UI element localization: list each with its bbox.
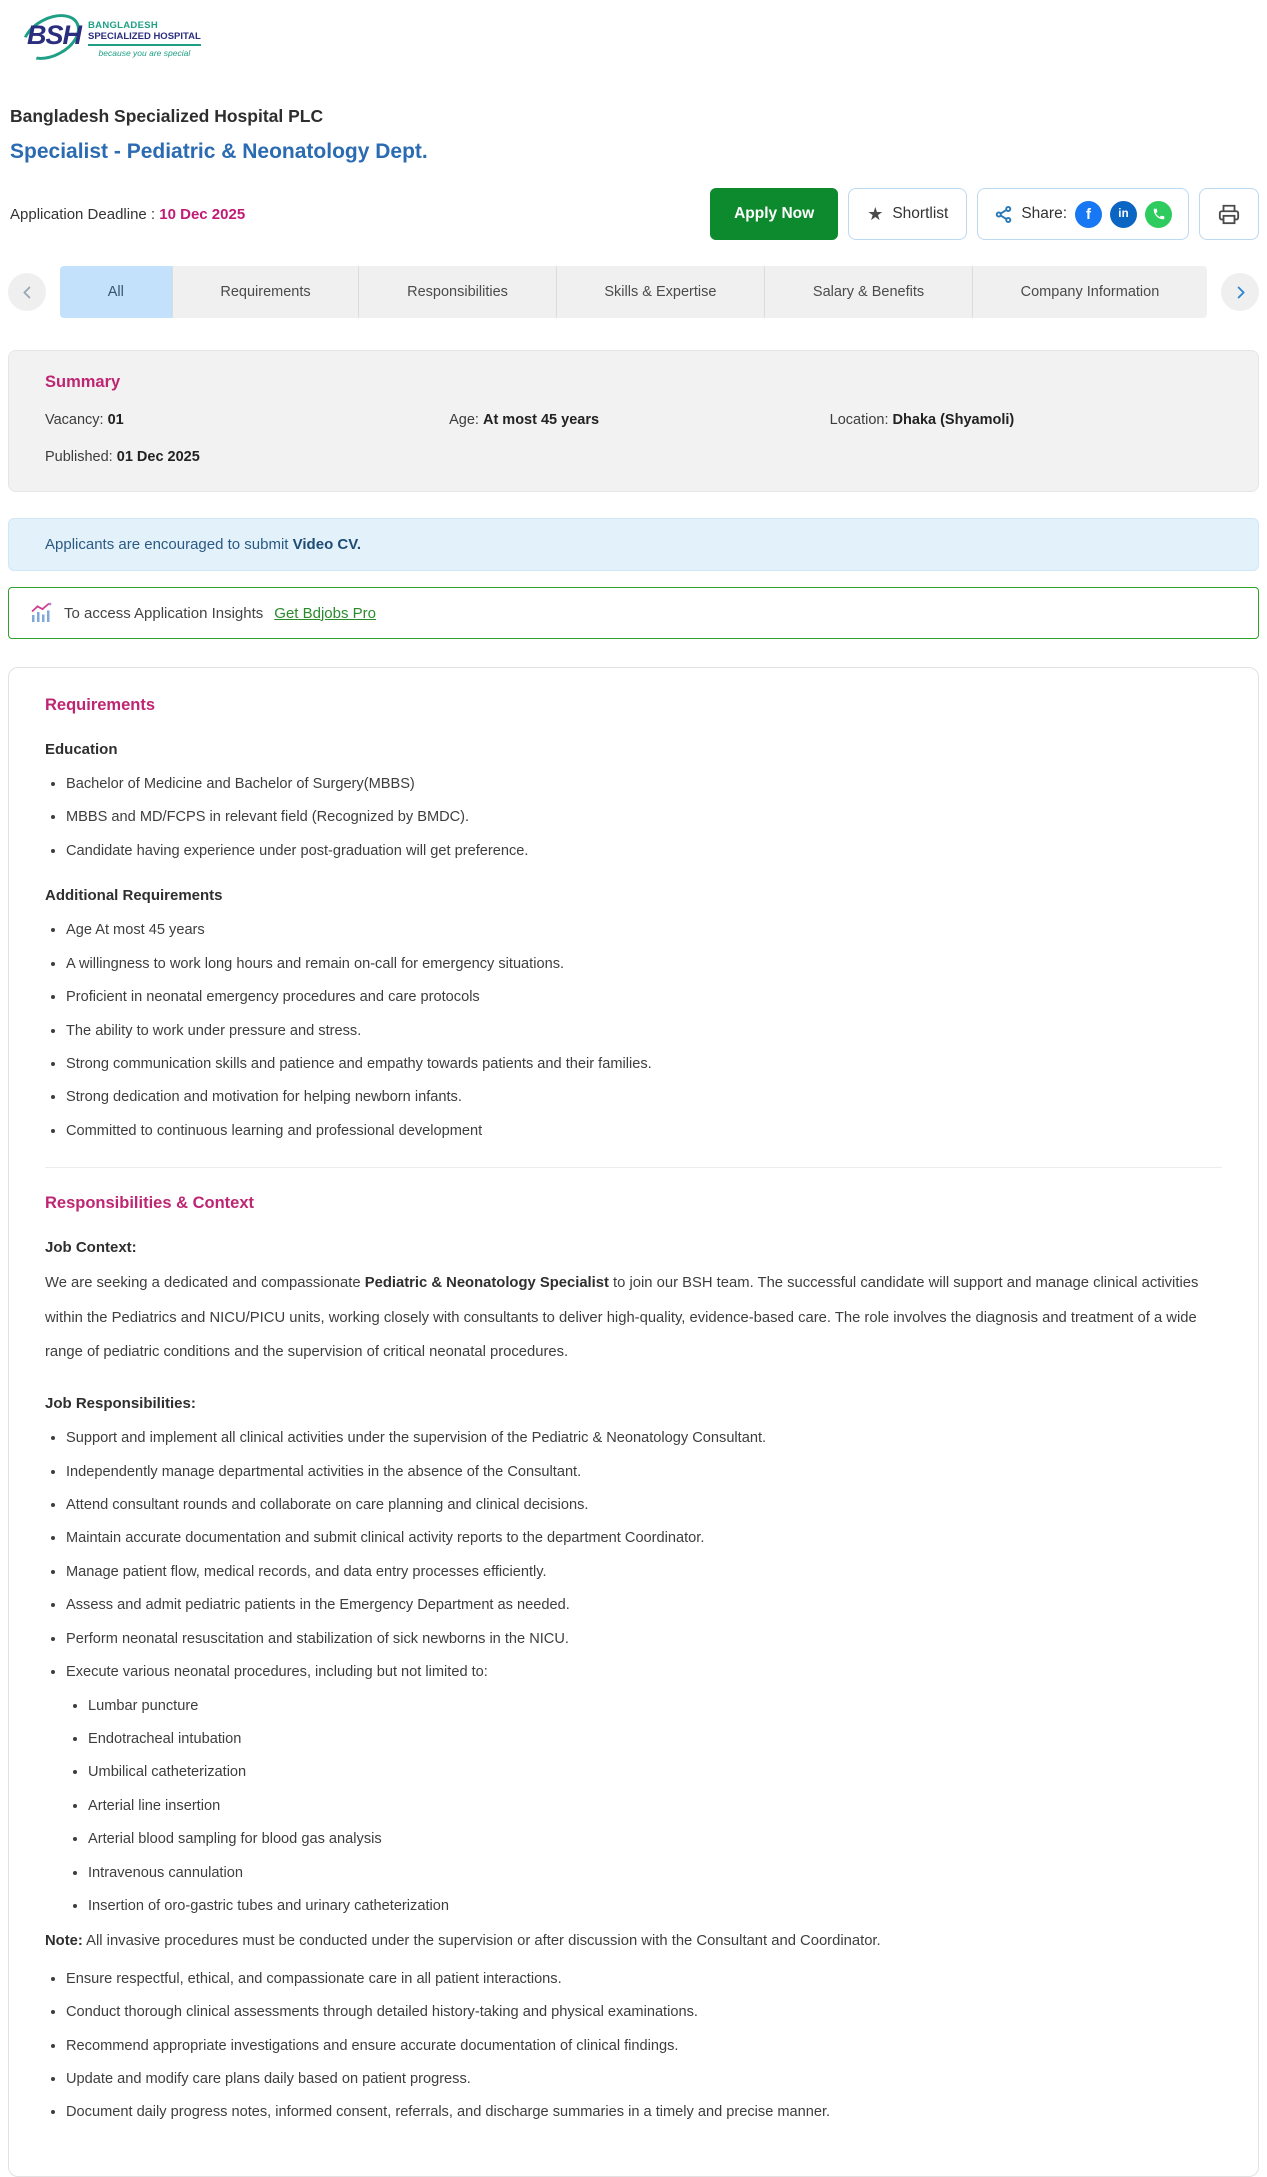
education-list: [45, 774, 1222, 861]
whatsapp-share-icon[interactable]: [1145, 201, 1172, 228]
page-title: Specialist - Pediatric & Neonatology Dept.: [10, 140, 428, 163]
job-details-card: [8, 667, 1259, 2177]
deadline-label: Application Deadline :: [10, 205, 156, 223]
list-item: • Attend consultant rounds and collaborate on care planning and clinical decisions.: [66, 1495, 1222, 1515]
logo-text: [88, 20, 201, 58]
list-item: • Arterial blood sampling for blood gas analysis: [88, 1829, 1222, 1849]
chevron-left-icon: [20, 285, 35, 300]
tabs-scroll-left-button[interactable]: [8, 273, 46, 311]
print-button[interactable]: [1199, 188, 1259, 240]
tab[interactable]: Skills & Expertise: [557, 266, 766, 318]
list-item: • Umbilical catheterization: [88, 1762, 1222, 1782]
list-item: • Support and implement all clinical activities under the supervision of the Pediatric & Neonatology Consultant.: [66, 1428, 1222, 1448]
section-tabbar: [8, 266, 1259, 318]
list-item: • Endotracheal intubation: [88, 1729, 1222, 1749]
list-item: • Perform neonatal resuscitation and stabilization of sick newborns in the NICU.: [66, 1629, 1222, 1649]
job-context-subhead: Job Context:: [45, 1239, 137, 1257]
summary-title: Summary: [45, 373, 121, 391]
shortlist-button[interactable]: [848, 188, 967, 240]
summary-vacancy: Vacancy: 01: [45, 412, 124, 428]
video-cv-notice: Applicants are encouraged to submit Video CV.: [8, 518, 1259, 571]
list-item: • Age At most 45 years: [66, 920, 1222, 940]
list-item: • Assess and admit pediatric patients in the Emergency Department as needed.: [66, 1595, 1222, 1615]
application-deadline: [10, 206, 245, 223]
responsibilities-list-continued: [45, 1969, 1222, 2123]
list-item: • Candidate having experience under post-graduation will get preference.: [66, 841, 1222, 861]
responsibilities-title: Responsibilities & Context: [45, 1194, 255, 1213]
list-item: • Ensure respectful, ethical, and compassionate care in all patient interactions.: [66, 1969, 1222, 1989]
list-item: • Committed to continuous learning and professional development: [66, 1121, 1222, 1141]
list-item: • Execute various neonatal procedures, including but not limited to:: [66, 1662, 1222, 1682]
printer-icon: [1218, 203, 1240, 225]
shortlist-label: Shortlist: [892, 205, 949, 222]
list-item: • Lumbar puncture: [88, 1696, 1222, 1716]
bsh-logo-mark: [18, 14, 88, 62]
list-item: • Independently manage departmental activities in the absence of the Consultant.: [66, 1462, 1222, 1482]
star-icon: ★: [867, 204, 884, 224]
application-insights-notice: [8, 587, 1259, 639]
tabs-scroll-right-button[interactable]: [1221, 273, 1259, 311]
get-bdjobs-pro-link[interactable]: Get Bdjobs Pro: [274, 604, 376, 622]
summary-location: Location: Dhaka (Shyamoli): [829, 412, 1015, 428]
summary-card: [8, 350, 1259, 492]
action-row: [8, 188, 1259, 240]
list-item: • Bachelor of Medicine and Bachelor of Surgery(MBBS): [66, 774, 1222, 794]
list-item: • Insertion of oro-gastric tubes and urinary catheterization: [88, 1896, 1222, 1916]
linkedin-share-icon[interactable]: in: [1110, 201, 1137, 228]
tab-list: [60, 266, 1207, 318]
summary-grid: [45, 412, 1222, 465]
list-item: • Maintain accurate documentation and submit clinical activity reports to the department Coordinator.: [66, 1528, 1222, 1548]
list-item: • Recommend appropriate investigations and ensure accurate documentation of clinical findings.: [66, 2036, 1222, 2056]
tab[interactable]: Company Information: [973, 266, 1207, 318]
additional-requirements-list: [45, 920, 1222, 1141]
tab[interactable]: Requirements: [173, 266, 360, 318]
company-logo: [18, 14, 1259, 68]
list-item: • Conduct thorough clinical assessments through detailed history-taking and physical examinations.: [66, 2002, 1222, 2022]
list-item: • Strong communication skills and patience and empathy towards patients and their families.: [66, 1054, 1222, 1074]
list-item: • A willingness to work long hours and remain on-call for emergency situations.: [66, 954, 1222, 974]
header-buttons: [710, 188, 1259, 240]
logo-monogram: BSH: [27, 20, 82, 50]
list-item: • Manage patient flow, medical records, and data entry processes efficiently.: [66, 1562, 1222, 1582]
note-line: Note: All invasive procedures must be conducted under the supervision or after discussion with the Consultant and Coordinator.: [45, 1932, 881, 1949]
list-item: • The ability to work under pressure and stress.: [66, 1021, 1222, 1041]
share-label: Share:: [1021, 205, 1067, 222]
job-responsibilities-subhead: Job Responsibilities:: [45, 1395, 196, 1413]
summary-age: Age: At most 45 years: [449, 412, 600, 428]
logo-line1: BANGLADESH: [88, 20, 159, 31]
logo-line2: SPECIALIZED HOSPITAL: [88, 31, 201, 46]
education-subhead: Education: [45, 741, 118, 758]
share-icon: [994, 205, 1013, 224]
deadline-value: 10 Dec 2025: [159, 205, 246, 223]
responsibilities-list: [45, 1428, 1222, 1682]
list-item: • Document daily progress notes, informed consent, referrals, and discharge summaries in a timely and precise manner.: [66, 2102, 1222, 2122]
tab[interactable]: Responsibilities: [359, 266, 556, 318]
requirements-title: Requirements: [45, 696, 156, 714]
tab[interactable]: All: [60, 266, 173, 318]
facebook-share-icon[interactable]: f: [1075, 201, 1102, 228]
additional-requirements-subhead: Additional Requirements: [45, 887, 223, 905]
chevron-right-icon: [1233, 285, 1248, 300]
list-item: • Intravenous cannulation: [88, 1863, 1222, 1883]
logo-tagline: because you are special: [98, 48, 191, 58]
list-item: • MBBS and MD/FCPS in relevant field (Recognized by BMDC).: [66, 807, 1222, 827]
video-cv-bold: Video CV.: [292, 536, 362, 553]
list-item: • Strong dedication and motivation for helping newborn infants.: [66, 1087, 1222, 1107]
summary-published: Published: 01 Dec 2025: [45, 449, 200, 465]
company-name: Bangladesh Specialized Hospital PLC: [10, 106, 324, 126]
list-item: • Update and modify care plans daily based on patient progress.: [66, 2069, 1222, 2089]
apply-now-button[interactable]: Apply Now: [710, 188, 838, 240]
procedures-sublist: [67, 1696, 1222, 1917]
tab[interactable]: Salary & Benefits: [765, 266, 973, 318]
insights-text: To access Application Insights: [64, 604, 264, 622]
list-item: • Arterial line insertion: [88, 1796, 1222, 1816]
insights-chart-icon: [29, 601, 53, 625]
list-item: • Proficient in neonatal emergency procedures and care protocols: [66, 987, 1222, 1007]
job-context-paragraph: We are seeking a dedicated and compassionate Pediatric & Neonatology Specialist to join our BSH team. The successful candidate will support and manage clinical activities within the Pediatrics and NICU/PICU units, working closely with consultants to deliver high-quality, evidence-based care. The role involves the diagnosis and treatment of a wide range of pediatric conditions and the supervision of critical neonatal procedures.: [45, 1275, 1199, 1360]
share-box: [977, 188, 1189, 240]
section-divider: [45, 1167, 1222, 1168]
